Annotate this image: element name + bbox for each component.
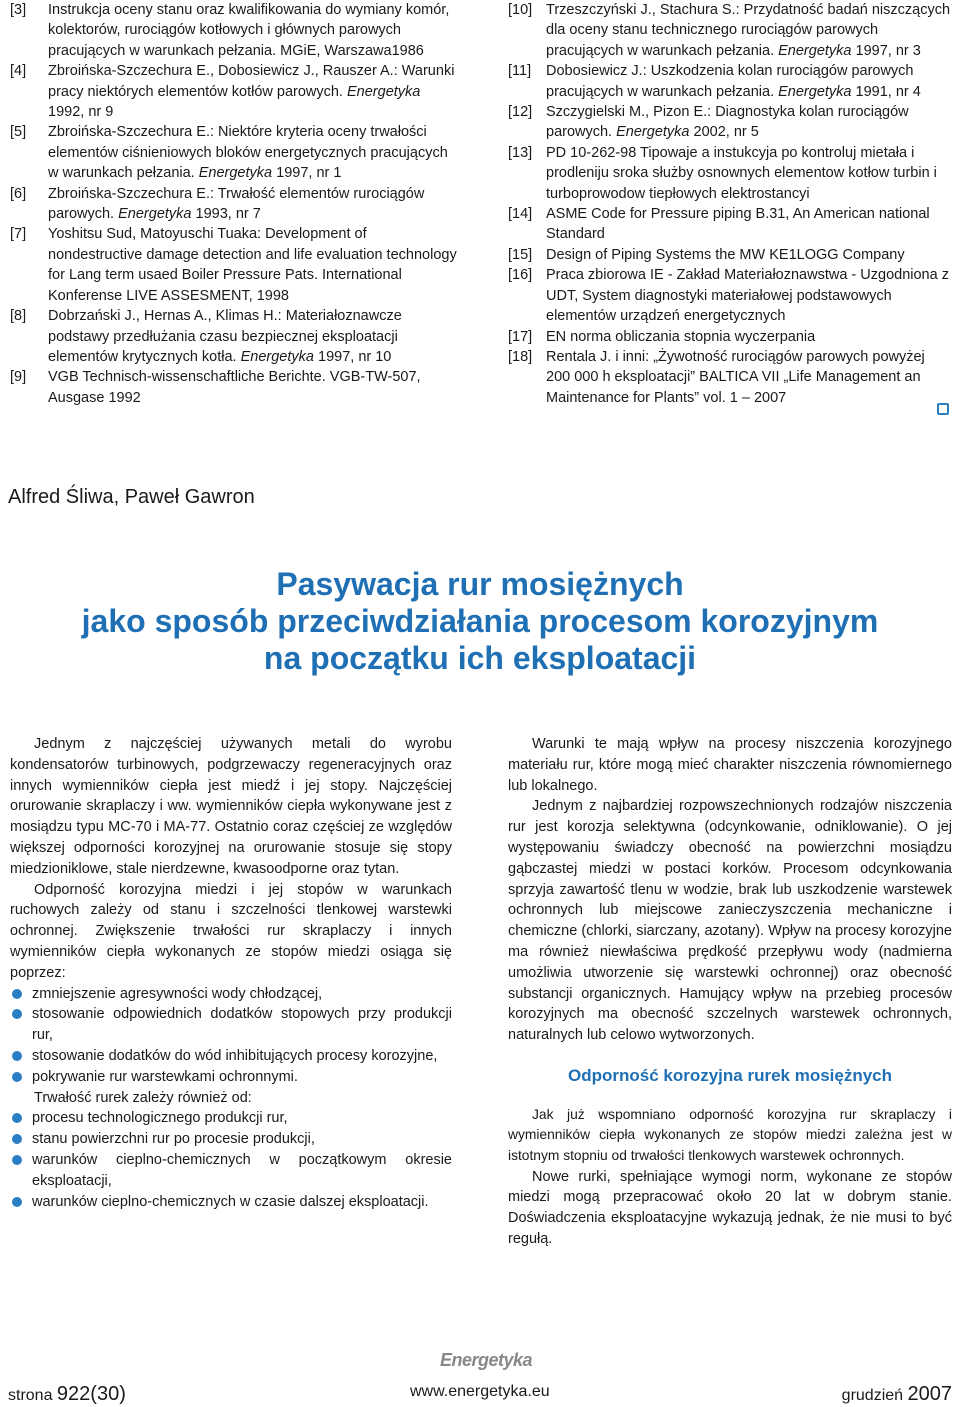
- references-right: [508, 0, 952, 408]
- reference-number: [17]: [508, 328, 533, 345]
- reference-item: [10, 61, 458, 122]
- reference-number: [4]: [10, 63, 27, 80]
- list-item: stosowanie odpowiednich dodatków stopowych przy produkcji rur,: [10, 1004, 452, 1046]
- reference-text: [546, 0, 952, 61]
- reference-item: [508, 347, 952, 408]
- reference-number: [15]: [508, 246, 533, 263]
- reference-body: Instrukcja oceny stanu oraz kwalifikowania do wymiany komór, kolektorów, rurociągów kotłowych i głównych parowych pracujących w warunkach pełzania. MGiE, Warszawa1986: [48, 2, 450, 59]
- reference-body: Dobrzański J., Hernas A., Klimas H.: Materiałoznawcze podstawy przedłużania czasu bezpiecznej eksploatacji elementów krytycznych kotła.: [48, 308, 402, 365]
- reference-item: [508, 327, 952, 347]
- reference-body: EN norma obliczania stopnia wyczerpania: [546, 328, 816, 345]
- paragraph: Jak już wspomniano odporność korozyjna rur skraplaczy i wymienników ciepła wykonanych ze stopów miedzi zależna jest w istotnym stopniu od trwałości tlenkowych warstewek ochronnych.: [508, 1106, 952, 1163]
- paragraph: Trwałość rurek zależy również od:: [34, 1089, 252, 1106]
- reference-text: [546, 265, 952, 326]
- title-line: Pasywacja rur mosiężnych: [276, 566, 684, 602]
- title-line: jako sposób przeciwdziałania procesom korozyjnym: [81, 603, 879, 639]
- reference-text: [48, 122, 458, 183]
- reference-item: [508, 143, 952, 204]
- reference-issue: 1997, nr 10: [318, 348, 392, 365]
- issue-month: grudzień: [841, 1387, 904, 1404]
- paragraph: Jednym z najczęściej używanych metali do wyrobu kondensatorów turbinowych, podgrzewaczy regeneracyjnych oraz innych wymienników ciepła jest miedź i jej stopy. Najczęściej orurowanie skraplaczy i ww. wymienników ciepła wykonywane jest z mosiądzu typu MC-70 i MA-77. Ostatnio coraz częściej ze względów większej odporności korozyjnej na orurowanie stosuje się stopy miedzioniklowe, stale nierdzewne, kwasoodporne oraz tytan.: [10, 736, 452, 877]
- body-column-left: [10, 734, 452, 1212]
- reference-text: [546, 204, 952, 245]
- reference-item: [508, 61, 952, 102]
- reference-text: [48, 61, 458, 122]
- reference-text: [546, 327, 952, 347]
- reference-issue: 1992, nr 9: [48, 104, 114, 121]
- reference-body: Design of Piping Systems the MW KE1LOGG Company: [546, 246, 905, 263]
- article-title: [0, 566, 960, 677]
- page-number: [8, 1383, 126, 1406]
- list-item: warunków cieplno-chemicznych w początkowym okresie eksploatacji,: [10, 1150, 452, 1192]
- references-left: [10, 0, 458, 408]
- journal-name: Energetyka: [616, 124, 690, 141]
- page-number-value: 922(30): [56, 1383, 126, 1405]
- reference-text: [48, 224, 458, 306]
- paragraph: Nowe rurki, spełniające wymogi norm, wykonane ze stopów miedzi mogą przepracować około 20 lat w dobrym stanie. Doświadczenia eksploatacyjne wykazują jednak, że nie musi to być regułą.: [508, 1168, 952, 1247]
- reference-body: Dobosiewicz J.: Uszkodzenia kolan rurociągów parowych pracujących w warunkach pełzania.: [546, 63, 914, 100]
- reference-item: [508, 204, 952, 245]
- end-of-article-icon: [937, 403, 949, 415]
- reference-issue: 1991, nr 4: [855, 83, 921, 100]
- reference-number: [5]: [10, 124, 27, 141]
- list-item: stosowanie dodatków do wód inhibitujących procesy korozyjne,: [10, 1046, 452, 1067]
- reference-item: [10, 122, 458, 183]
- reference-text: [546, 347, 952, 408]
- list-item: zmniejszenie agresywności wody chłodzącej,: [10, 984, 452, 1005]
- reference-item: [508, 0, 952, 61]
- reference-body: Trzeszczyński J., Stachura S.: Przydatność badań niszczących dla oceny stanu technicznego rurociągów parowych pracujących w warunkach pełzania.: [546, 2, 951, 59]
- issue-date: [842, 1383, 952, 1406]
- reference-text: [48, 184, 458, 225]
- reference-body: Szczygielski M., Pizon E.: Diagnostyka kolan rurociągów parowych.: [546, 104, 909, 141]
- reference-body: VGB Technisch-wissenschaftliche Berichte. VGB-TW-507, Ausgase 1992: [48, 369, 421, 406]
- reference-number: [13]: [508, 144, 533, 161]
- page-prefix: strona: [8, 1387, 53, 1404]
- journal-name: Energetyka: [198, 165, 273, 182]
- reference-text: [546, 61, 952, 102]
- reference-number: [16]: [508, 267, 533, 284]
- reference-text: [546, 143, 952, 204]
- list-item: stanu powierzchni rur po procesie produkcji,: [10, 1129, 452, 1150]
- reference-body: Zbroińska-Szczechura E.: Trwałość elementów rurociągów parowych.: [48, 185, 425, 223]
- reference-text: [546, 245, 952, 265]
- reference-number: [11]: [508, 63, 532, 80]
- reference-item: [10, 0, 458, 61]
- list-item: warunków cieplno-chemicznych w czasie dalszej eksploatacji.: [10, 1192, 452, 1213]
- reference-number: [7]: [10, 226, 27, 243]
- reference-text: [546, 102, 952, 143]
- reference-number: [6]: [10, 185, 27, 202]
- journal-name: Energetyka: [347, 83, 421, 100]
- reference-text: [48, 367, 458, 408]
- journal-name: Energetyka: [240, 348, 314, 365]
- reference-issue: 1993, nr 7: [195, 206, 261, 223]
- reference-text: [48, 306, 458, 367]
- reference-number: [14]: [508, 206, 533, 223]
- reference-number: [18]: [508, 348, 533, 365]
- reference-number: [9]: [10, 369, 27, 386]
- reference-text: [48, 0, 458, 61]
- journal-name: Energetyka: [778, 83, 852, 100]
- journal-name: Energetyka: [778, 42, 852, 59]
- reference-issue: 1997, nr 3: [855, 42, 921, 59]
- reference-item: [508, 245, 952, 265]
- section-heading: Odporność korozyjna rurek mosiężnych: [567, 1065, 893, 1085]
- reference-body: ASME Code for Pressure piping B.31, An American national Standard: [546, 206, 930, 243]
- journal-name: Energetyka: [118, 206, 192, 223]
- reference-body: Rentala J. i inni: „Żywotność rurociągów parowych powyżej 200 000 h eksploatacji” BALTICA VII „Life Management an Maintenance for Plants” vol. 1 – 2007: [546, 348, 925, 406]
- paragraph: Odporność korozyjna miedzi i jej stopów w warunkach ruchowych zależy od stanu i szczelności tlenkowej warstewki ochronnej. Zwiększenie trwałości rur skraplaczy i innych wymienników ciepła wykonanych ze stopów miedzi osiąga się poprzez:: [10, 881, 452, 981]
- reference-item: [10, 306, 458, 367]
- reference-body: Yoshitsu Sud, Matoyuschi Tuaka: Development of nondestructive damage detection and life evaluation technology for Lang term usaed Boiler Pressure Pats. International Konferense LIVE ASSESMENT, 1998: [48, 226, 457, 304]
- bullet-list: [10, 1108, 452, 1212]
- list-item: pokrywanie rur warstewkami ochronnymi.: [10, 1067, 452, 1088]
- paragraph: Warunki te mają wpływ na procesy niszczenia korozyjnego materiału rur, które mogą mieć charakter niszczenia równomiernego lub lokalnego.: [508, 736, 952, 794]
- reference-number: [3]: [10, 2, 27, 18]
- reference-issue: 2002, nr 5: [693, 124, 759, 141]
- reference-body: Zbroińska-Szczechura E., Dobosiewicz J., Rauszer A.: Warunki pracy niektórych elementów kotłów parowych.: [48, 63, 455, 100]
- website-link[interactable]: www.energetyka.eu: [410, 1383, 550, 1400]
- reference-item: [508, 265, 952, 326]
- issue-year: 2007: [907, 1383, 952, 1405]
- reference-number: [8]: [10, 308, 27, 325]
- reference-issue: 1997, nr 1: [276, 165, 342, 182]
- paragraph: Jednym z najbardziej rozpowszechnionych rodzajów niszczenia rur jest korozja selektywna (odcynkowanie, odniklowanie). O jej występowaniu świadczy obecność na powierzchni mosiądzu gąbczastej miedzi w postaci korków. Procesom odcynkowania sprzyja zawartość tlenu w wodzie, brak lub uszkodzenie warstewek ochronnych lub miejscowe zanieczyszczenia mechaniczne i chemiczne (chlorki, siarczany, azotany). Wpływ na procesy korozyjne ma również niewłaściwa prędkość przepływu wody (nadmierna umożliwia utworzenie się warstewki ochronnej) oraz obecność substancji organicznych. Hamujący wpływ na przebieg procesów korozyjnych ma obecność szczelnych warstewek ochronnych, naturalnych lub celowo wytworzonych.: [508, 798, 952, 1044]
- reference-body: PD 10-262-98 Tipowaje a instukcyja po kontroluj mietała i prodleniju sroka służby osnownych elementow kotłow turbin i turboprowodow tiepłowych elektrostancyi: [546, 144, 937, 202]
- title-line: na początku ich eksploatacji: [263, 640, 697, 676]
- list-item: procesu technologicznego produkcji rur,: [10, 1108, 452, 1129]
- reference-body: Zbroińska-Szczechura E.: Niektóre kryteria oceny trwałości elementów ciśnieniowych bloków energetycznych pracujących w warunkach pełzania.: [48, 124, 448, 182]
- reference-body: Praca zbiorowa IE - Zakład Materiałoznawstwa - Uzgodniona z UDT, System diagnostyki materiałowej podstawowych elementów urządzeń energetycznych: [546, 267, 949, 325]
- body-column-right: [508, 734, 952, 1250]
- reference-item: [10, 224, 458, 306]
- reference-item: [10, 184, 458, 225]
- article-authors: Alfred Śliwa, Paweł Gawron: [8, 486, 255, 508]
- journal-logo: Energetyka: [440, 1350, 533, 1370]
- reference-item: [508, 102, 952, 143]
- bullet-list: [10, 984, 452, 1088]
- reference-item: [10, 367, 458, 408]
- reference-number: [12]: [508, 104, 533, 121]
- reference-number: [10]: [508, 2, 533, 18]
